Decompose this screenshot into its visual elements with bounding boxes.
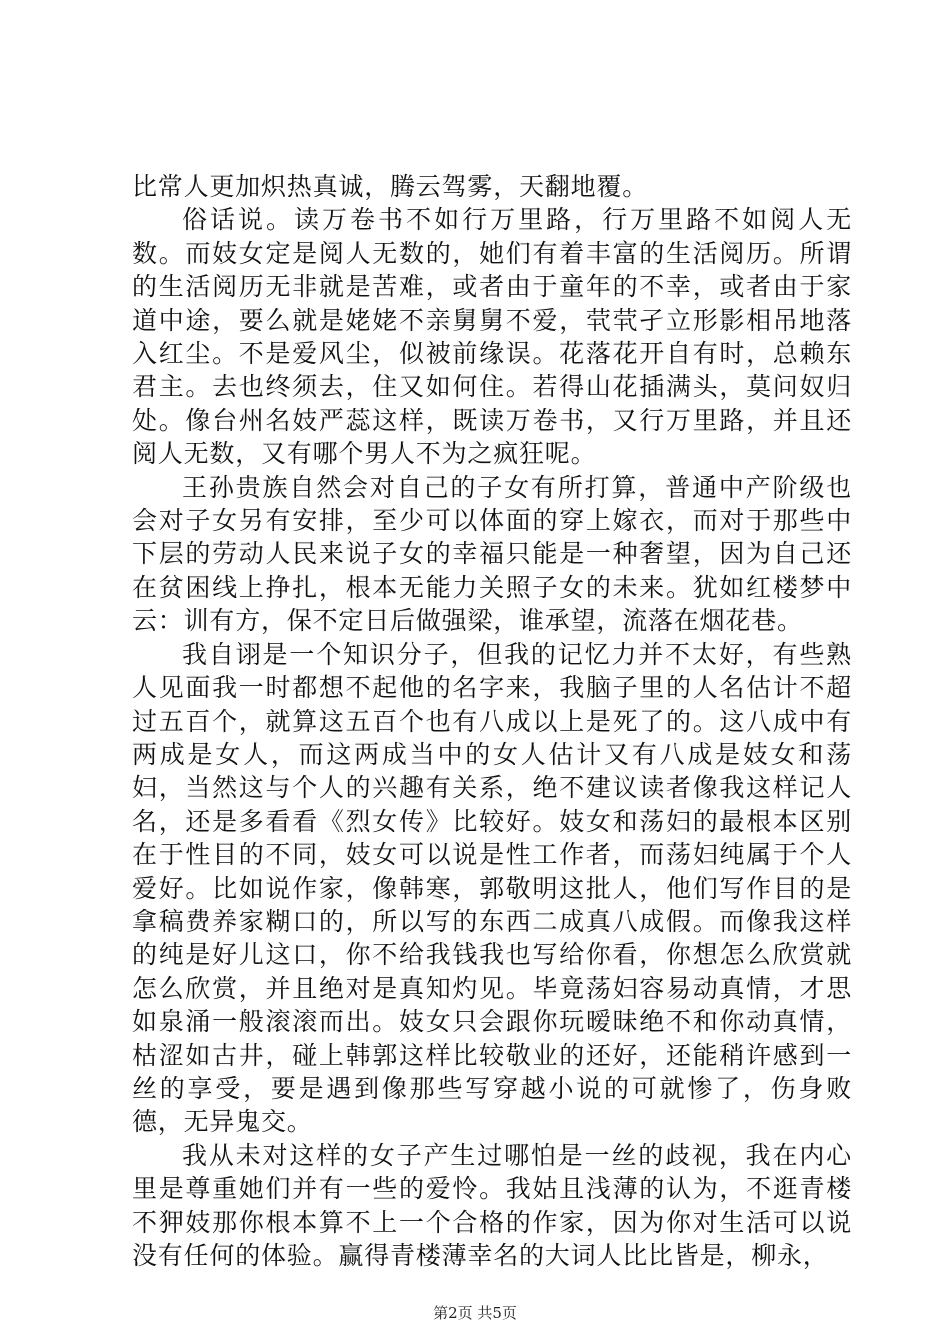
paragraph: 我从未对这样的女子产生过哪怕是一丝的歧视，我在内心里是尊重她们并有一些的爱怜。我姑且浅薄的认为，不逛青楼不狎妓那你根本算不上一个合格的作家，因为你对生活可以说没有任何的体验。赢得青楼薄幸名的大词人比比皆是，柳永，	[132, 1140, 852, 1270]
page-number-label: 第2页 共5页	[433, 1304, 517, 1322]
paragraph-continuation: 比常人更加炽热真诚，腾云驾雾，天翻地覆。	[132, 172, 649, 201]
document-body	[132, 170, 852, 1272]
paragraph: 王孙贵族自然会对自己的子女有所打算，普通中产阶级也会对子女另有安排，至少可以体面的穿上嫁衣，而对于那些中下层的劳动人民来说子女的幸福只能是一种奢望，因为自己还在贫困线上挣扎，根本无能力关照子女的未来。犹如红楼梦中云：训有方，保不定日后做强梁，谁承望，流落在烟花巷。	[132, 472, 852, 636]
page-footer	[0, 1302, 950, 1323]
paragraph: 我自诩是一个知识分子，但我的记忆力并不太好，有些熟人见面我一时都想不起他的名字来，我脑子里的人名估计不超过五百个，就算这五百个也有八成以上是死了的。这八成中有两成是女人，而这两成当中的女人估计又有八成是妓女和荡妇，当然这与个人的兴趣有关系，绝不建议读者像我这样记人名，还是多看看《烈女传》比较好。妓女和荡妇的最根本区别在于性目的不同，妓女可以说是性工作者，而荡妇纯属于个人爱好。比如说作家，像韩寒，郭敬明这批人，他们写作目的是拿稿费养家糊口的，所以写的东西二成真八成假。而像我这样的纯是好儿这口，你不给我钱我也写给你看，你想怎么欣赏就怎么欣赏，并且绝对是真知灼见。毕竟荡妇容易动真情，才思如泉涌一般滚滚而出。妓女只会跟你玩暧昧绝不和你动真情，枯涩如古井，碰上韩郭这样比较敬业的还好，还能稍许感到一丝的享受，要是遇到像那些写穿越小说的可就惨了，伤身败德，无异鬼交。	[132, 639, 852, 1137]
paragraph: 俗话说。读万卷书不如行万里路，行万里路不如阅人无数。而妓女定是阅人无数的，她们有着丰富的生活阅历。所谓的生活阅历无非就是苦难，或者由于童年的不幸，或者由于家道中途，要么就是姥姥不亲舅舅不爱，茕茕孑立形影相吊地落入红尘。不是爱风尘，似被前缘误。花落花开自有时，总赖东君主。去也终须去，住又如何住。若得山花插满头，莫问奴归处。像台州名妓严蕊这样，既读万卷书，又行万里路，并且还阅人无数，又有哪个男人不为之疯狂呢。	[132, 205, 852, 469]
